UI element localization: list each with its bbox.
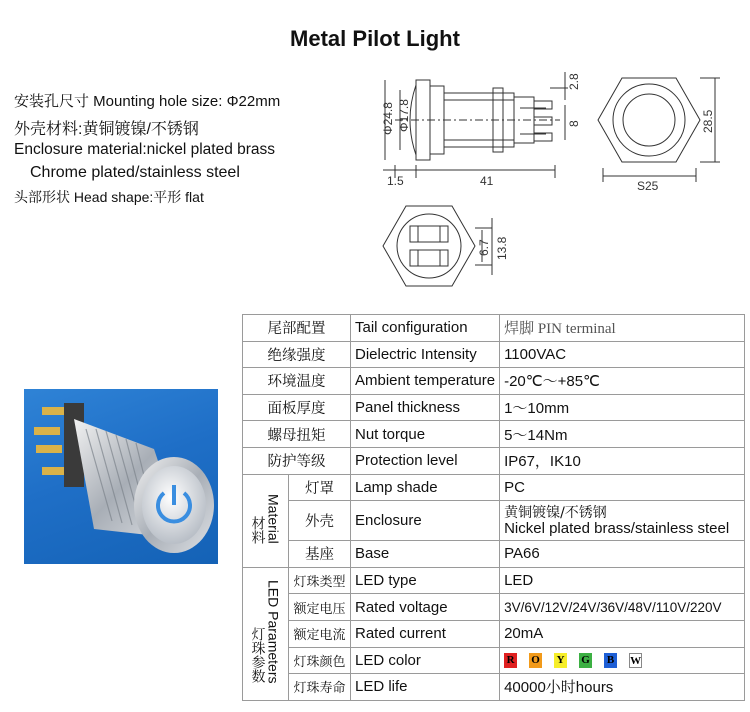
row-label-en: Panel thickness — [351, 394, 500, 421]
led-color-swatch: B — [604, 653, 617, 668]
table-row — [243, 394, 745, 421]
led-group-en: LED Parameters — [265, 579, 282, 684]
dim-41: 41 — [480, 174, 494, 188]
led-color-swatch: G — [579, 653, 592, 668]
lens-front — [623, 94, 675, 146]
dim-s25: S25 — [637, 179, 659, 193]
row-label-zh: 外壳 — [289, 501, 351, 541]
row-label-zh: 基座 — [289, 541, 351, 568]
row-value: 3V/6V/12V/24V/36V/48V/110V/220V — [500, 594, 745, 621]
table-row — [243, 368, 745, 395]
table-row — [243, 341, 745, 368]
dim-2-8: 2.8 — [567, 73, 581, 90]
row-value: 1100VAC — [500, 341, 745, 368]
dim-28-5: 28.5 — [701, 109, 715, 133]
material-group-zh: 材料 — [249, 515, 266, 544]
row-label-en: Dielectric Intensity — [351, 341, 500, 368]
material-group-en: Material — [265, 493, 282, 544]
row-label-en: Rated current — [351, 620, 500, 647]
dim-1-5: 1.5 — [387, 174, 404, 188]
row-value: 焊脚 PIN terminal — [500, 315, 745, 342]
row-label-en: Base — [351, 541, 500, 568]
table-row — [243, 541, 745, 568]
led-group-label — [243, 567, 289, 700]
spec-mounting-hole: 安装孔尺寸 Mounting hole size: Φ22mm — [14, 93, 281, 110]
page-title: Metal Pilot Light — [290, 26, 460, 51]
table-row — [243, 474, 745, 501]
row-label-en: Protection level — [351, 447, 500, 474]
row-value: PA66 — [500, 541, 745, 568]
row-label-en: Tail configuration — [351, 315, 500, 342]
row-label-zh: 灯珠类型 — [289, 567, 351, 594]
row-label-zh: 灯罩 — [289, 474, 351, 501]
table-row — [243, 674, 745, 701]
enclosure-value-en: Nickel plated brass/stainless steel — [504, 519, 730, 537]
row-label-zh: 灯珠颜色 — [289, 647, 351, 674]
base-rear — [397, 214, 461, 278]
material-group-label — [243, 474, 289, 567]
table-row — [243, 567, 745, 594]
led-color-swatch: R — [504, 653, 517, 668]
pin-rear-bottom — [410, 250, 448, 266]
spec-enclosure-en: Enclosure material:nickel plated brass — [14, 141, 276, 158]
table-row — [243, 620, 745, 647]
led-color-swatch: Y — [554, 653, 567, 668]
dim-d17-8: Φ17.8 — [397, 99, 411, 132]
row-value: 20mA — [500, 620, 745, 647]
row-label-zh: 尾部配置 — [243, 315, 351, 342]
row-label-zh: 螺母扭矩 — [243, 421, 351, 448]
row-value: 40000小时hours — [500, 674, 745, 701]
dim-8: 8 — [567, 120, 581, 127]
row-value — [500, 501, 745, 541]
row-value: -20℃～+85℃ — [500, 368, 745, 395]
row-value: 5～14Nm — [500, 421, 745, 448]
dim-6-7: 6.7 — [477, 239, 491, 256]
row-label-zh: 环境温度 — [243, 368, 351, 395]
spec-table — [242, 314, 745, 701]
row-label-en: LED life — [351, 674, 500, 701]
row-label-en: Enclosure — [351, 501, 500, 541]
row-label-zh: 额定电流 — [289, 620, 351, 647]
spec-chrome: Chrome plated/stainless steel — [30, 164, 240, 181]
row-value: PC — [500, 474, 745, 501]
table-row — [243, 647, 745, 674]
row-value: 1～10mm — [500, 394, 745, 421]
led-group-zh: 灯珠参数 — [249, 627, 266, 684]
enclosure-value-zh: 黄铜镀镍/不锈钢 — [504, 504, 607, 521]
led-color-swatches — [500, 647, 745, 674]
led-color-swatch: W — [630, 655, 642, 668]
row-label-en: Lamp shade — [351, 474, 500, 501]
row-label-en: Rated voltage — [351, 594, 500, 621]
dim-13-8: 13.8 — [495, 236, 509, 260]
row-label-zh: 绝缘强度 — [243, 341, 351, 368]
row-label-en: Ambient temperature — [351, 368, 500, 395]
row-value: LED — [500, 567, 745, 594]
table-row — [243, 447, 745, 474]
row-label-en: LED type — [351, 567, 500, 594]
pin-2 — [534, 117, 552, 125]
row-label-en: LED color — [351, 647, 500, 674]
head-rim-front — [613, 84, 685, 156]
led-color-swatch: O — [529, 653, 542, 668]
table-row — [243, 421, 745, 448]
table-row — [243, 594, 745, 621]
table-row — [243, 501, 745, 541]
dim-d24-8: Φ24.8 — [381, 102, 395, 135]
technical-drawing — [0, 0, 750, 300]
product-photo — [24, 389, 218, 564]
pin-rear-top — [410, 226, 448, 242]
row-value: IP67，IK10 — [500, 447, 745, 474]
row-label-en: Nut torque — [351, 421, 500, 448]
spec-head-shape: 头部形状 Head shape:平形 flat — [14, 189, 204, 205]
row-label-zh: 面板厚度 — [243, 394, 351, 421]
row-label-zh: 灯珠寿命 — [289, 674, 351, 701]
row-label-zh: 防护等级 — [243, 447, 351, 474]
row-label-zh: 额定电压 — [289, 594, 351, 621]
table-row — [243, 315, 745, 342]
spec-enclosure-zh: 外壳材料:黄铜镀镍/不锈钢 — [14, 121, 199, 138]
terminal-pins — [34, 403, 84, 487]
